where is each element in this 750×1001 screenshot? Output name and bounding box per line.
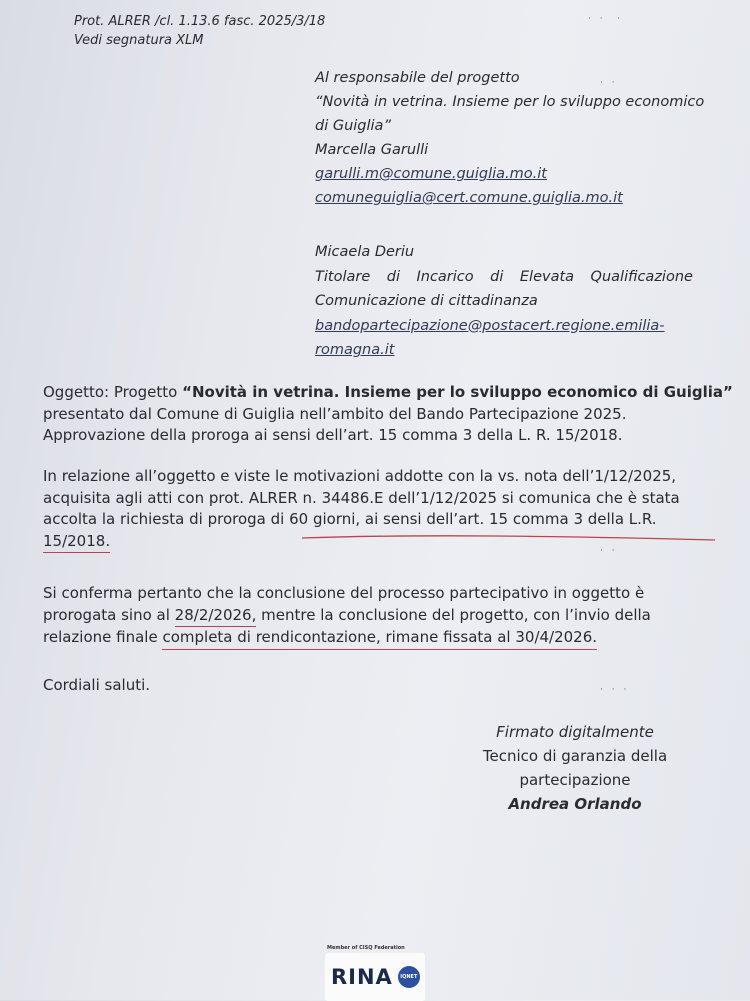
protocol-header	[74, 12, 325, 50]
body-line: accolta la richiesta di proroga di 60 giorni, ai sensi dell’art. 15 comma 3 della L.R.	[43, 510, 657, 528]
signature-role: partecipazione	[519, 771, 631, 789]
certification-logo	[325, 945, 429, 1000]
email-link[interactable]: garulli.m@comune.guiglia.mo.it	[315, 166, 547, 182]
speck-marks: · · ·	[600, 685, 630, 695]
role-word: Incarico	[416, 268, 474, 285]
iqnet-badge-icon: IQNET	[398, 966, 420, 988]
closing: Cordiali saluti.	[43, 676, 151, 694]
body-line: In relazione all’oggetto e viste le motivazioni addotte con la vs. nota dell’1/12/2025,	[43, 467, 677, 485]
subject-title: “Novità in vetrina. Insieme per lo sviluppo economico di Guiglia”	[182, 383, 733, 401]
body-fragment: prorogata sino al	[43, 605, 175, 624]
underlined-text: completa di rendicontazione, rimane fissata al 30/4/2026.	[162, 627, 597, 650]
logo-caption: Member of CISQ Federation	[327, 945, 405, 951]
recipient-role	[315, 265, 693, 290]
recipient-block-1	[315, 66, 704, 210]
body-line	[43, 627, 701, 650]
logo-box	[325, 953, 425, 1001]
subject-label: Oggetto: Progetto	[43, 383, 183, 401]
signature-note: Vedi segnatura XLM	[74, 33, 204, 48]
protocol-number: Prot. ALRER /cl. 1.13.6 fasc. 2025/3/18	[74, 14, 326, 29]
role-word: di	[386, 268, 400, 285]
project-title-line: di Guiglia”	[315, 118, 391, 134]
email-link[interactable]: comuneguiglia@cert.comune.guiglia.mo.it	[315, 190, 623, 206]
recipient-name: Micaela Deriu	[315, 244, 415, 260]
recipient-block-2	[315, 240, 693, 363]
body-line: acquisita agli atti con prot. ALRER n. 34486.E dell’1/12/2025 si comunica che è stata	[43, 488, 680, 507]
rina-logo: RINA	[331, 965, 393, 989]
subject-paragraph	[43, 382, 733, 447]
underlined-text: 15/2018.	[43, 531, 110, 554]
role-word: Titolare	[315, 268, 371, 285]
body-line	[43, 605, 701, 628]
speck-marks: · ·	[600, 78, 618, 88]
recipient-line: Al responsabile del progetto	[315, 70, 520, 86]
speck-marks: · ·	[600, 546, 618, 556]
signatory-name: Andrea Orlando	[508, 795, 642, 813]
email-link[interactable]: romagna.it	[315, 342, 395, 358]
subject-line: presentato dal Comune di Guiglia nell’ambito del Bando Partecipazione 2025.	[43, 404, 627, 423]
signature-role: Tecnico di garanzia della	[482, 747, 668, 765]
body-fragment: mentre la conclusione del progetto, con l’invio della	[256, 605, 651, 624]
body-fragment: relazione finale	[43, 628, 163, 646]
signature-block	[462, 720, 688, 816]
role-word: Qualificazione	[590, 268, 693, 285]
underlined-date: 28/2/2026,	[175, 605, 257, 628]
recipient-department: Comunicazione di cittadinanza	[315, 293, 538, 309]
email-link[interactable]: bandopartecipazione@postacert.regione.emilia-	[315, 317, 665, 334]
role-word: Elevata	[519, 268, 575, 285]
project-title-line: “Novità in vetrina. Insieme per lo sviluppo economico	[315, 94, 705, 110]
pen-underline	[300, 530, 720, 544]
body-paragraph-2	[43, 583, 701, 650]
body-line: Si conferma pertanto che la conclusione del processo partecipativo in oggetto è	[43, 584, 645, 602]
speck-marks: · · ·	[588, 14, 624, 24]
role-word: di	[490, 268, 504, 285]
signature-digital: Firmato digitalmente	[496, 723, 654, 741]
subject-line: Approvazione della proroga ai sensi dell’art. 15 comma 3 della L. R. 15/2018.	[43, 426, 623, 444]
recipient-name: Marcella Garulli	[315, 142, 429, 158]
